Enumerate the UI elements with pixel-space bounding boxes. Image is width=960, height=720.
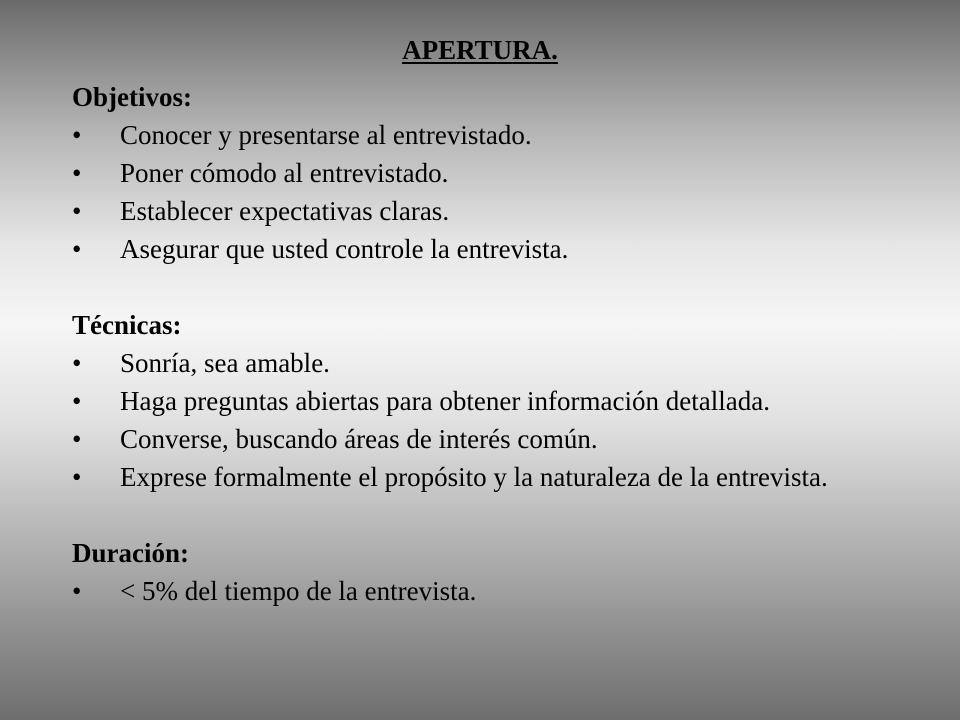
list-item-text: Asegurar que usted controle la entrevista. bbox=[120, 234, 569, 264]
section-heading-objetivos: Objetivos: bbox=[72, 82, 192, 112]
list-item bbox=[72, 382, 932, 420]
list-item bbox=[72, 572, 932, 610]
bullet-icon: • bbox=[72, 234, 82, 264]
duracion-list bbox=[72, 572, 932, 610]
list-item-text: Poner cómodo al entrevistado. bbox=[120, 158, 449, 188]
objetivos-list bbox=[72, 116, 932, 268]
bullet-icon: • bbox=[72, 158, 82, 188]
spacer bbox=[72, 496, 932, 534]
slide-content bbox=[72, 78, 932, 610]
tecnicas-list bbox=[72, 344, 932, 496]
list-item bbox=[72, 344, 932, 382]
slide-title-text: APERTURA. bbox=[402, 35, 558, 65]
list-item bbox=[72, 192, 932, 230]
bullet-icon: • bbox=[72, 348, 82, 378]
list-item-text: Haga preguntas abiertas para obtener información detallada. bbox=[120, 386, 770, 416]
bullet-icon: • bbox=[72, 386, 82, 416]
bullet-icon: • bbox=[72, 120, 82, 150]
list-item-text: Converse, buscando áreas de interés común. bbox=[120, 424, 598, 454]
list-item bbox=[72, 230, 932, 268]
list-item-text: < 5% del tiempo de la entrevista. bbox=[120, 576, 477, 606]
list-item bbox=[72, 420, 932, 458]
list-item-text: Establecer expectativas claras. bbox=[120, 196, 450, 226]
section-heading-tecnicas: Técnicas: bbox=[72, 310, 182, 340]
bullet-icon: • bbox=[72, 462, 82, 492]
bullet-icon: • bbox=[72, 576, 82, 606]
spacer bbox=[72, 268, 932, 306]
list-item bbox=[72, 154, 932, 192]
list-item-text: Sonría, sea amable. bbox=[120, 348, 330, 378]
bullet-icon: • bbox=[72, 196, 82, 226]
list-item bbox=[72, 458, 880, 496]
bullet-icon: • bbox=[72, 424, 82, 454]
list-item bbox=[72, 116, 932, 154]
list-item-text: Conocer y presentarse al entrevistado. bbox=[120, 120, 532, 150]
list-item-text: Exprese formalmente el propósito y la naturaleza de la entrevista. bbox=[120, 462, 828, 492]
slide-title bbox=[0, 33, 960, 67]
section-heading-duracion: Duración: bbox=[72, 538, 189, 568]
